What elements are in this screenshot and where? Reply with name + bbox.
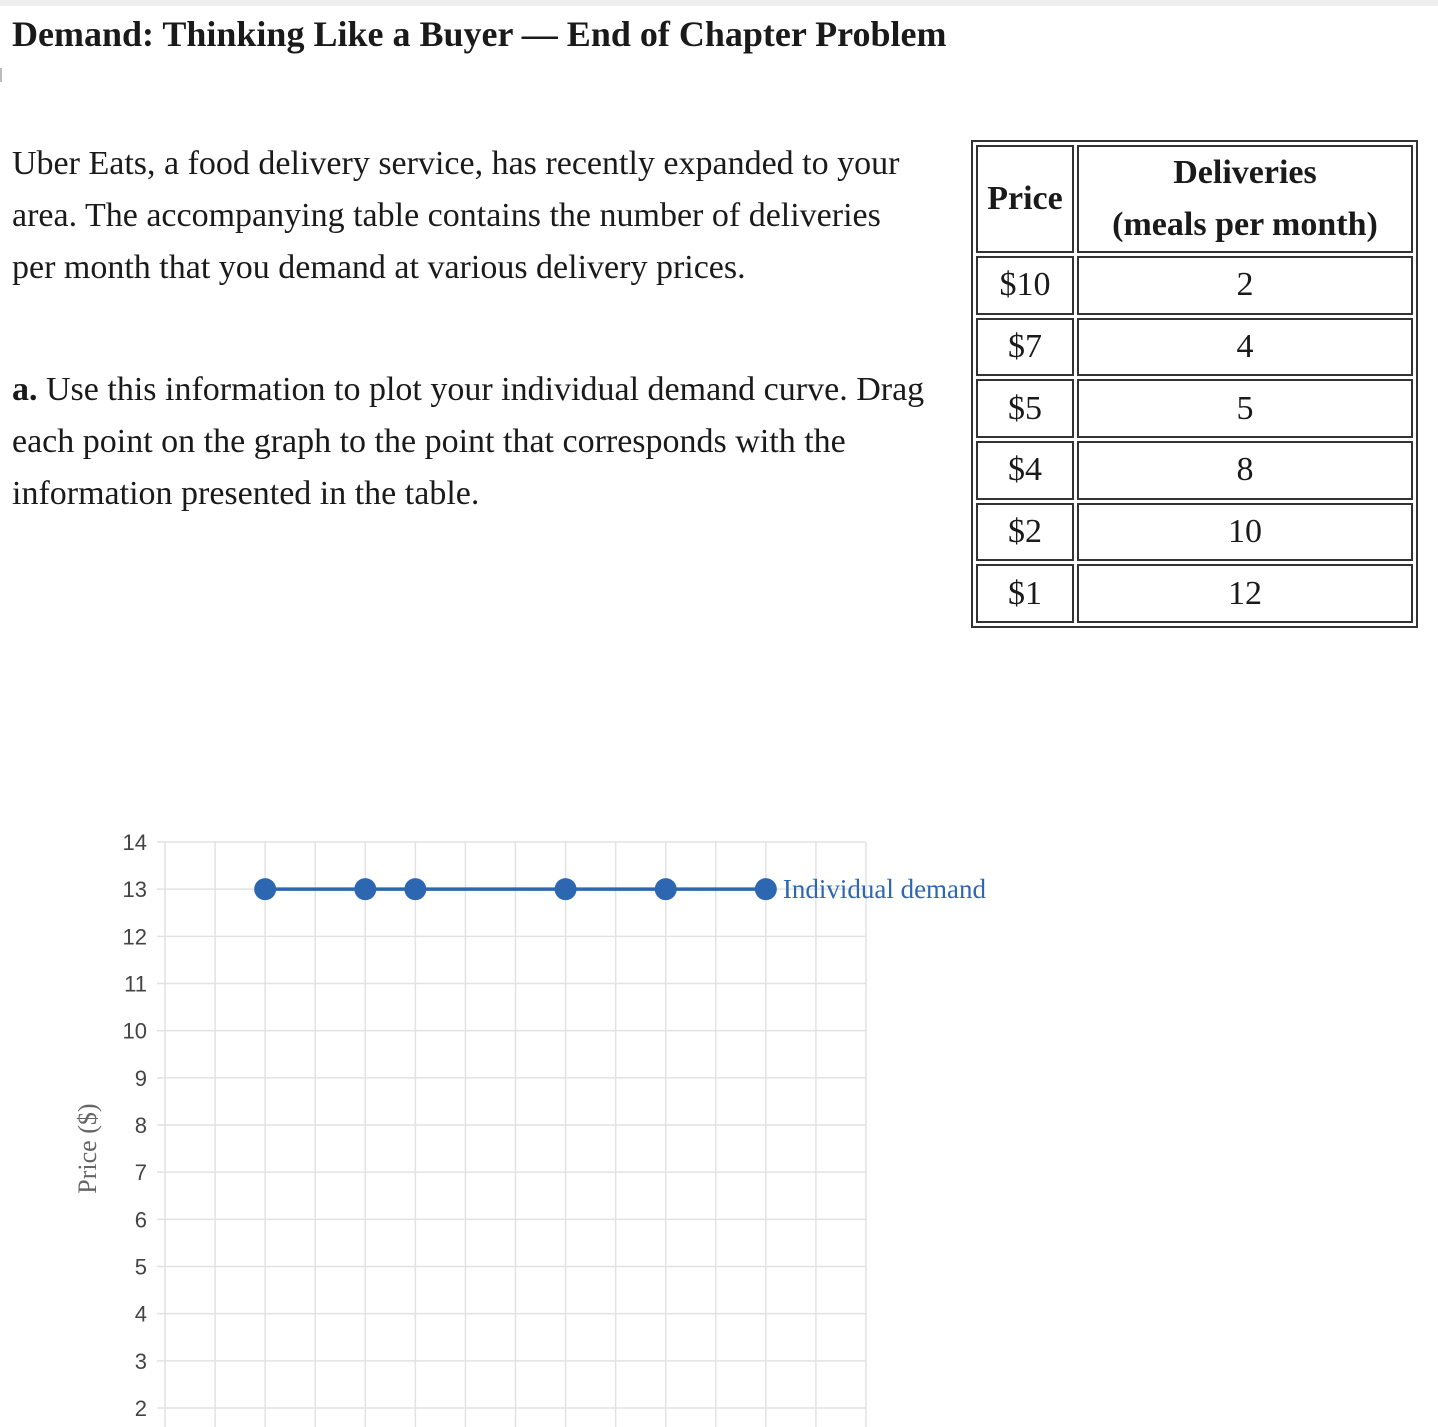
- deliveries-cell: 10: [1077, 503, 1413, 562]
- price-cell: $4: [976, 441, 1074, 500]
- price-cell: $2: [976, 503, 1074, 562]
- price-cell: $10: [976, 256, 1074, 315]
- y-axis-title: Price ($): [73, 1103, 102, 1194]
- part-a-text: Use this information to plot your individual demand curve. Drag each point on the graph to the point that corresponds with the information presented in the table.: [12, 371, 925, 512]
- price-cell: $7: [976, 318, 1074, 377]
- y-tick-label: 13: [122, 877, 147, 903]
- demand-point-handle[interactable]: [254, 878, 276, 900]
- price-column-header: Price: [976, 145, 1074, 253]
- demand-graph: [0, 820, 1100, 1427]
- deliveries-cell: 4: [1077, 318, 1413, 377]
- demand-point-handle[interactable]: [555, 878, 577, 900]
- price-cell: $5: [976, 379, 1074, 438]
- demand-schedule-table: [971, 140, 1418, 628]
- demand-chart-svg: [0, 820, 1100, 1427]
- demand-point-handle[interactable]: [404, 878, 426, 900]
- problem-part-a: [12, 364, 932, 520]
- y-tick-label: 2: [134, 1396, 147, 1421]
- y-tick-label: 8: [134, 1113, 147, 1138]
- table-header-row: [976, 145, 1413, 253]
- y-tick-label: 7: [134, 1160, 147, 1186]
- y-tick-label: 3: [134, 1348, 147, 1374]
- deliveries-column-header: [1077, 145, 1413, 253]
- y-tick-label: 12: [122, 924, 147, 950]
- deliveries-header-line2: (meals per month): [1112, 206, 1378, 243]
- deliveries-cell: 5: [1077, 379, 1413, 438]
- table-row: [976, 441, 1413, 500]
- y-tick-label: 14: [122, 830, 147, 855]
- page-title: Demand: Thinking Like a Buyer — End of Chapter Problem: [12, 14, 947, 54]
- demand-point-handle[interactable]: [655, 878, 677, 900]
- y-tick-label: 4: [134, 1301, 147, 1327]
- problem-intro: Uber Eats, a food delivery service, has recently expanded to your area. The accompanying table contains the number of deliveries per month that you demand at various delivery prices.: [12, 145, 900, 286]
- y-tick-label: 10: [122, 1018, 147, 1044]
- table-row: [976, 503, 1413, 562]
- table-row: [976, 564, 1413, 623]
- edge-marker: [0, 68, 2, 82]
- series-label-individual-demand: Individual demand: [782, 874, 987, 905]
- y-tick-label: 5: [134, 1254, 147, 1280]
- table-row: [976, 379, 1413, 438]
- demand-point-handle[interactable]: [354, 878, 376, 900]
- y-tick-label: 6: [134, 1207, 147, 1233]
- top-bar: [0, 0, 1438, 6]
- y-tick-label: 9: [134, 1065, 147, 1091]
- part-a-label: a.: [12, 371, 38, 408]
- deliveries-cell: 12: [1077, 564, 1413, 623]
- deliveries-cell: 2: [1077, 256, 1413, 315]
- price-cell: $1: [976, 564, 1074, 623]
- table-row: [976, 256, 1413, 315]
- y-tick-label: 11: [124, 971, 147, 997]
- deliveries-cell: 8: [1077, 441, 1413, 500]
- table-row: [976, 318, 1413, 377]
- deliveries-header-line1: Deliveries: [1173, 154, 1317, 191]
- demand-point-handle[interactable]: [755, 878, 777, 900]
